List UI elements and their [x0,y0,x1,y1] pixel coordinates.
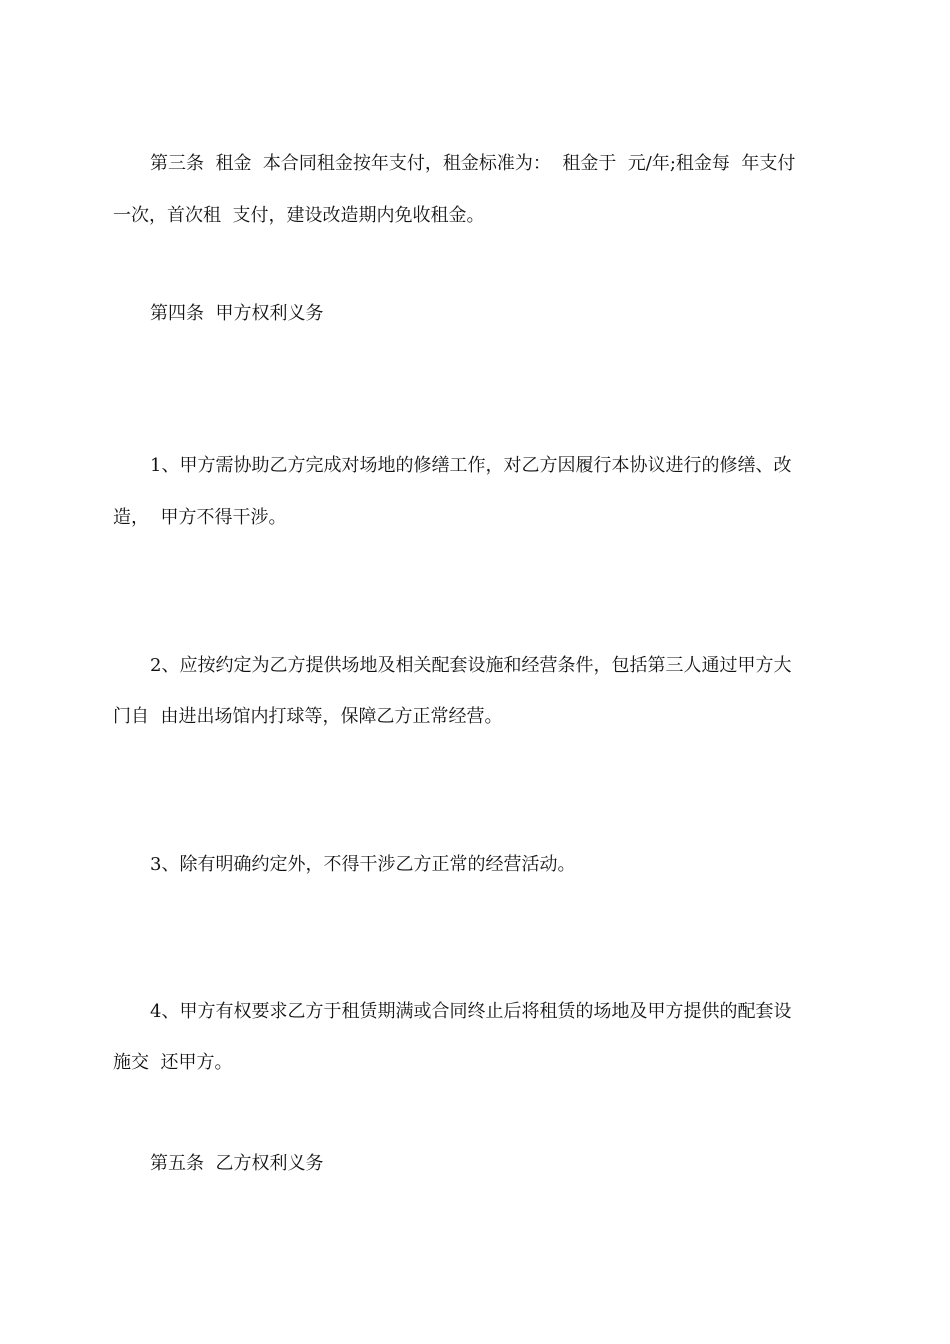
article-4-item-3: 3、除有明确约定外，不得干涉乙方正常的经营活动。 [150,854,576,875]
article-5-heading: 第五条 乙方权利义务 [150,1153,324,1174]
article-4-item-4-line-2: 施交 还甲方。 [113,1052,233,1073]
article-3-line-1: 第三条 租金 本合同租金按年支付，租金标准为： 租金于 元/年;租金每 年支付 [150,153,796,174]
article-4-item-1-line-2: 造， 甲方不得干涉。 [113,507,287,528]
article-4-item-4-line-1: 4、甲方有权要求乙方于租赁期满或合同终止后将租赁的场地及甲方提供的配套设 [150,1001,792,1022]
article-3-line-2: 一次，首次租 支付，建设改造期内免收租金。 [113,205,485,226]
article-4-item-2-line-2: 门自 由进出场馆内打球等，保障乙方正常经营。 [113,706,503,727]
article-4-item-2-line-1: 2、应按约定为乙方提供场地及相关配套设施和经营条件，包括第三人通过甲方大 [150,655,792,676]
article-4-item-1-line-1: 1、甲方需协助乙方完成对场地的修缮工作，对乙方因履行本协议进行的修缮、改 [150,455,792,476]
article-4-heading: 第四条 甲方权利义务 [150,303,324,324]
